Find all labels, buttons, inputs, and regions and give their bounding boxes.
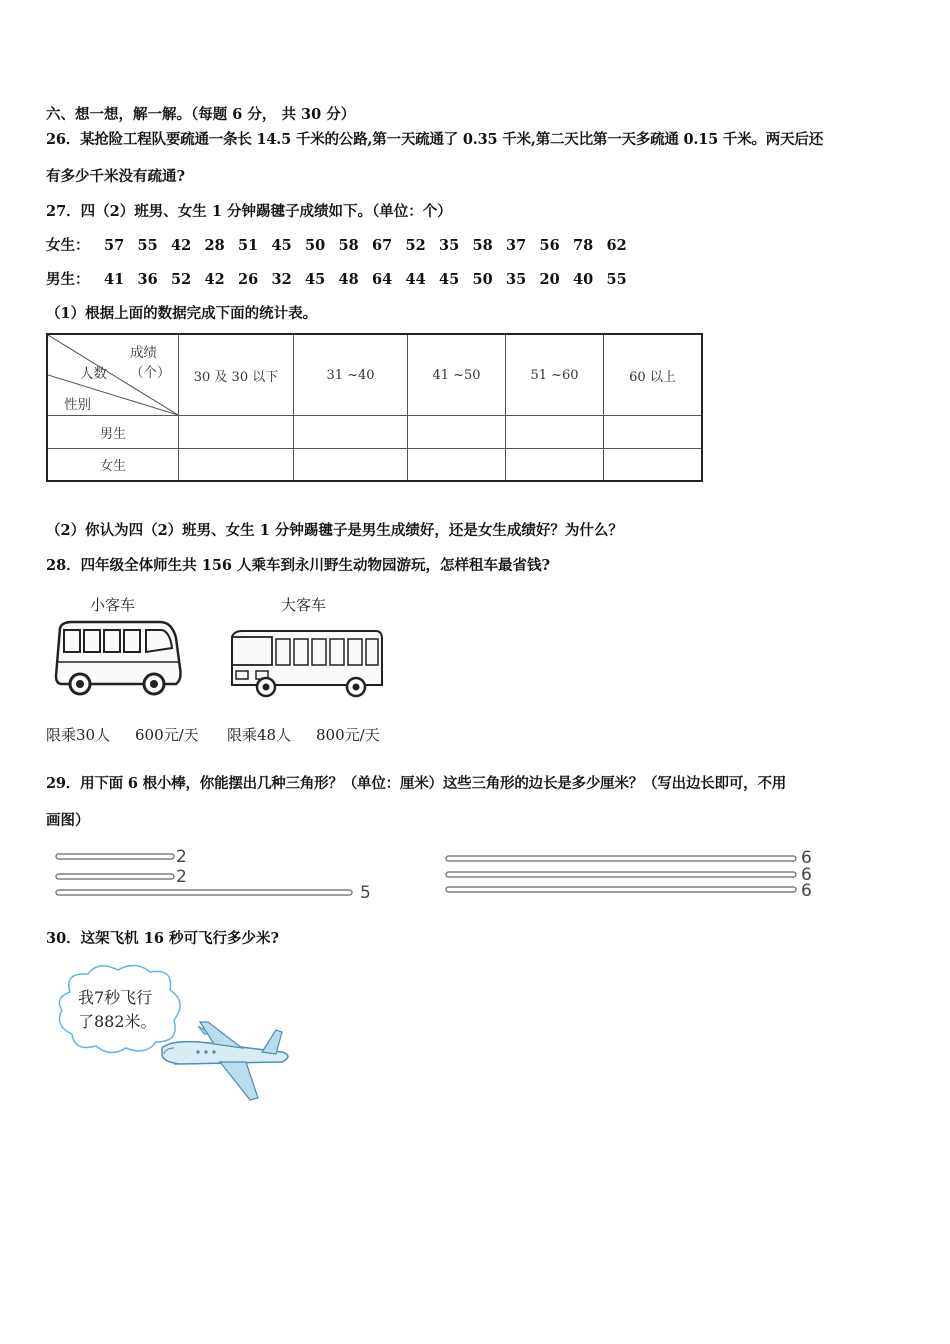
boys-score-7: 45 [305,271,326,288]
q30-title: 30．这架飞机 16 秒可飞行多少米? [46,930,279,947]
cell-boys-1[interactable] [179,416,294,449]
corner-score: 成绩 [130,345,157,361]
stick-right-3 [446,887,796,892]
boys-score-16: 55 [606,271,627,288]
stick-right-1-label: 6 [801,848,812,868]
q26-line1: 26．某抢险工程队要疏通一条长 14.5 千米的公路,第一天疏通了 0.35 千米,第二天比第一天多疏通 0.15 千米。两天后还 [46,131,824,148]
girls-score-1: 57 [104,237,125,254]
boys-score-9: 64 [372,271,393,288]
q27-part1: （1）根据上面的数据完成下面的统计表。 [46,305,318,322]
airplane-icon [162,1022,288,1100]
girls-score-10: 52 [405,237,426,254]
stick-right-3-label: 6 [801,881,812,901]
girls-scores [46,234,640,255]
girls-score-8: 58 [338,237,359,254]
stick-left-2 [56,874,174,879]
cell-girls-3[interactable] [408,449,506,481]
col-header-3: 41 ~50 [408,334,506,416]
girls-label: 女生： [46,237,90,254]
girls-score-16: 62 [606,237,627,254]
corner-count: 人数 [80,366,107,382]
girls-score-13: 37 [506,237,527,254]
boys-score-10: 44 [405,271,426,288]
stick-right-2-label: 6 [801,865,812,885]
cell-girls-1[interactable] [179,449,294,481]
girls-score-15: 78 [573,237,594,254]
row-header-girls: 女生 [47,449,179,481]
boys-score-6: 32 [271,271,292,288]
boys-score-13: 35 [506,271,527,288]
large-bus-price: 800元/天 [316,726,380,744]
boys-score-8: 48 [338,271,359,288]
stick-right-2 [446,872,796,877]
q28-title: 28．四年级全体师生共 156 人乘车到永川野生动物园游玩，怎样租车最省钱? [46,557,551,574]
girls-score-9: 67 [372,237,393,254]
q26-line2: 有多少千米没有疏通? [46,168,185,185]
col-header-5: 60 以上 [604,334,703,416]
boys-score-5: 26 [238,271,259,288]
small-bus-limit: 限乘30人 [46,726,111,744]
boys-score-2: 36 [137,271,158,288]
small-bus-illustration [52,618,184,700]
q29-line1: 29．用下面 6 根小棒，你能摆出几种三角形？（单位：厘米）这些三角形的边长是多少厘米？（写出边长即可，不用 [46,775,787,792]
stick-left-1-label: 2 [176,847,187,867]
girls-score-7: 50 [305,237,326,254]
cell-girls-2[interactable] [294,449,408,481]
girls-score-12: 58 [472,237,493,254]
girls-score-5: 51 [238,237,259,254]
girls-score-11: 35 [439,237,460,254]
col-header-2: 31 ~40 [294,334,408,416]
boys-score-14: 20 [539,271,560,288]
cell-boys-5[interactable] [604,416,703,449]
col-header-4: 51 ~60 [506,334,604,416]
speech-bubble-and-plane [50,962,310,1107]
boys-score-3: 52 [171,271,192,288]
section-title: 六、想一想，解一解。（每题 6 分， 共 30 分） [46,106,356,123]
cell-girls-5[interactable] [604,449,703,481]
corner-unit: （个） [130,365,171,381]
cell-girls-4[interactable] [506,449,604,481]
q29-line2: 画图） [46,812,90,829]
girls-score-2: 55 [137,237,158,254]
bubble-line2: 了882米。 [78,1012,157,1031]
stick-right-1 [446,856,796,861]
boys-label: 男生： [46,271,90,288]
stick-left-2-label: 2 [176,867,187,887]
q27-title: 27．四（2）班男、女生 1 分钟踢毽子成绩如下。（单位：个） [46,203,452,220]
row-header-boys: 男生 [47,416,179,449]
col-header-1: 30 及 30 以下 [179,334,294,416]
boys-score-1: 41 [104,271,125,288]
girls-score-3: 42 [171,237,192,254]
boys-score-12: 50 [472,271,493,288]
boys-score-4: 42 [204,271,225,288]
left-sticks [50,850,360,900]
bubble-line1: 我7秒飞行 [78,988,153,1007]
right-sticks [440,852,800,896]
cell-boys-4[interactable] [506,416,604,449]
boys-score-15: 40 [573,271,594,288]
q27-part2: （2）你认为四（2）班男、女生 1 分钟踢毽子是男生成绩好，还是女生成绩好？为什么？ [46,522,623,539]
stick-left-1 [56,854,174,859]
stat-table [46,333,703,482]
stick-left-3 [56,890,352,895]
girls-score-14: 56 [539,237,560,254]
stick-left-3-label: 5 [360,883,371,903]
cell-boys-3[interactable] [408,416,506,449]
large-bus-name: 大客车 [281,596,327,614]
large-bus-illustration [226,627,386,701]
boys-score-11: 45 [439,271,460,288]
small-bus-name: 小客车 [90,596,136,614]
table-corner [47,334,179,416]
cell-boys-2[interactable] [294,416,408,449]
large-bus-limit: 限乘48人 [227,726,292,744]
girls-score-4: 28 [204,237,225,254]
girls-score-6: 45 [271,237,292,254]
small-bus-price: 600元/天 [135,726,199,744]
boys-scores [46,268,640,289]
corner-gender: 性别 [64,397,91,413]
